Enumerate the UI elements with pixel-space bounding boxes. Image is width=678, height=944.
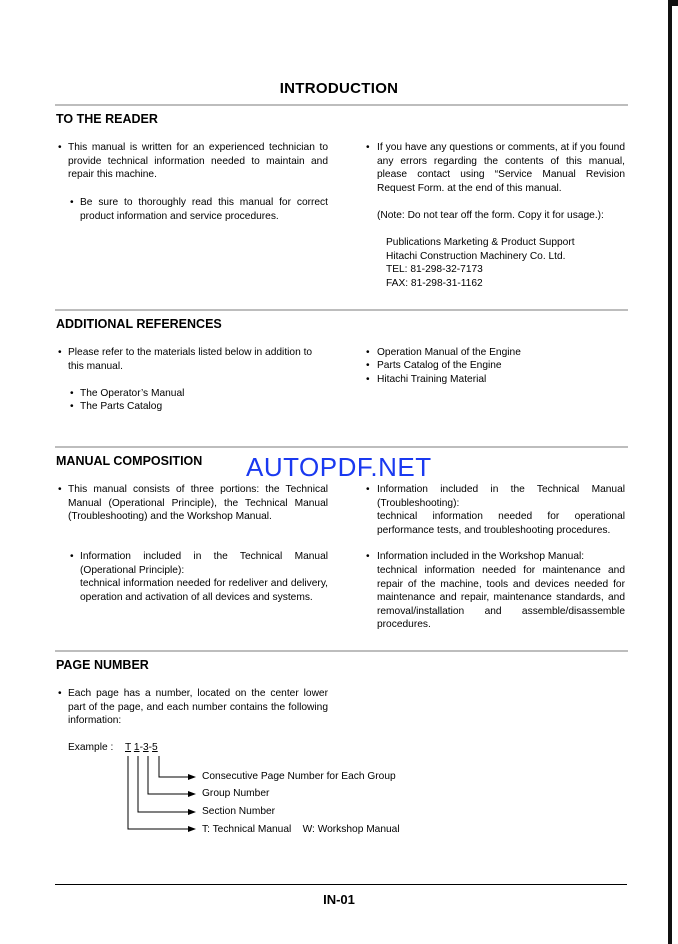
diagram-label: Group Number: [202, 788, 270, 799]
bullet-dot: •: [70, 388, 74, 399]
example-code: T 1-3-5: [125, 742, 158, 753]
contact-line: Publications Marketing & Product Support: [386, 237, 575, 248]
bullet-dot: •: [366, 360, 370, 371]
composition-left-sub-head: Information included in the Technical Manual (Operational Principle):: [80, 551, 328, 576]
page-number: IN-01: [323, 892, 355, 907]
code-section: 1: [133, 742, 140, 753]
composition-right2-head: Information included in the Workshop Manual:: [377, 551, 585, 562]
section-heading-pagenum: PAGE NUMBER: [56, 658, 149, 672]
bullet-dot: •: [366, 551, 370, 562]
bullet-dot: •: [70, 401, 74, 412]
section-rule: [55, 309, 628, 311]
diagram-label: T: Technical Manual W: Workshop Manual: [202, 824, 400, 835]
bullet-dot: •: [366, 347, 370, 358]
refs-right-item: Parts Catalog of the Engine: [377, 360, 502, 371]
composition-left-sub-body: technical information needed for redeliver and delivery, operation and activation of all devices and systems.: [80, 578, 328, 603]
contact-line: TEL: 81-298-32-7173: [386, 264, 483, 275]
refs-left-sub: The Operator’s Manual: [80, 388, 185, 399]
bullet-dot: •: [70, 197, 74, 208]
pagenum-text: Each page has a number, located on the center lower part of the page, and each number contains the following information:: [68, 688, 328, 726]
diagram-label: Consecutive Page Number for Each Group: [202, 771, 396, 782]
example-label: Example :: [68, 742, 114, 753]
code-type: T: [125, 742, 132, 753]
section-rule: [55, 104, 628, 106]
refs-left-text: Please refer to the materials listed below in addition to this manual.: [68, 347, 313, 372]
section-heading-reader: TO THE READER: [56, 112, 158, 126]
refs-right-item: Operation Manual of the Engine: [377, 347, 521, 358]
composition-left-text: This manual consists of three portions: the Technical Manual (Operational Principle), the Technical Manual (Troubleshooting) and the Workshop Manual.: [68, 484, 328, 522]
section-rule: [55, 446, 628, 448]
page-title: INTRODUCTION: [279, 80, 399, 97]
watermark: AUTOPDF.NET: [246, 452, 432, 482]
reader-right-note: (Note: Do not tear off the form. Copy it for usage.):: [377, 210, 604, 221]
bullet-dot: •: [58, 484, 62, 495]
section-rule: [55, 650, 628, 652]
page-edge-top: [668, 0, 678, 6]
bullet-dot: •: [366, 374, 370, 385]
refs-right-item: Hitachi Training Material: [377, 374, 487, 385]
contact-line: FAX: 81-298-31-1162: [386, 278, 483, 289]
refs-left-sub: The Parts Catalog: [80, 401, 163, 412]
bullet-dot: •: [58, 142, 62, 153]
composition-right2-body: technical information needed for maintenance and repair of the machine, tools and devices needed for maintenance and repair, maintenance standards, and removal/installation and assemble/disassemble procedures.: [377, 565, 625, 630]
reader-right-text: If you have any questions or comments, at if you found any errors regarding the contents of this manual, please contact using “Service Manual Revision Request Form. at the end of this manual.: [377, 142, 625, 194]
section-heading-refs: ADDITIONAL REFERENCES: [56, 317, 222, 331]
reader-left-sub: Be sure to thoroughly read this manual for correct product information and service procedures.: [80, 197, 328, 222]
composition-right1-body: technical information needed for operational performance tests, and troubleshooting procedures.: [377, 511, 625, 536]
page-edge: [668, 0, 672, 944]
diagram-label: Section Number: [202, 806, 276, 817]
code-group: 3: [142, 742, 149, 753]
composition-right1-head: Information included in the Technical Manual (Troubleshooting):: [377, 484, 625, 509]
bullet-dot: •: [58, 347, 62, 358]
code-page: 5: [152, 742, 158, 753]
footer-rule: [55, 884, 627, 885]
bullet-dot: •: [70, 551, 74, 562]
bullet-dot: •: [366, 142, 370, 153]
reader-left-text: This manual is written for an experienced technician to provide technical information needed to maintain and repair this machine.: [68, 142, 328, 180]
bullet-dot: •: [366, 484, 370, 495]
section-heading-composition: MANUAL COMPOSITION: [56, 454, 203, 468]
contact-line: Hitachi Construction Machinery Co. Ltd.: [386, 251, 566, 262]
bullet-dot: •: [58, 688, 62, 699]
